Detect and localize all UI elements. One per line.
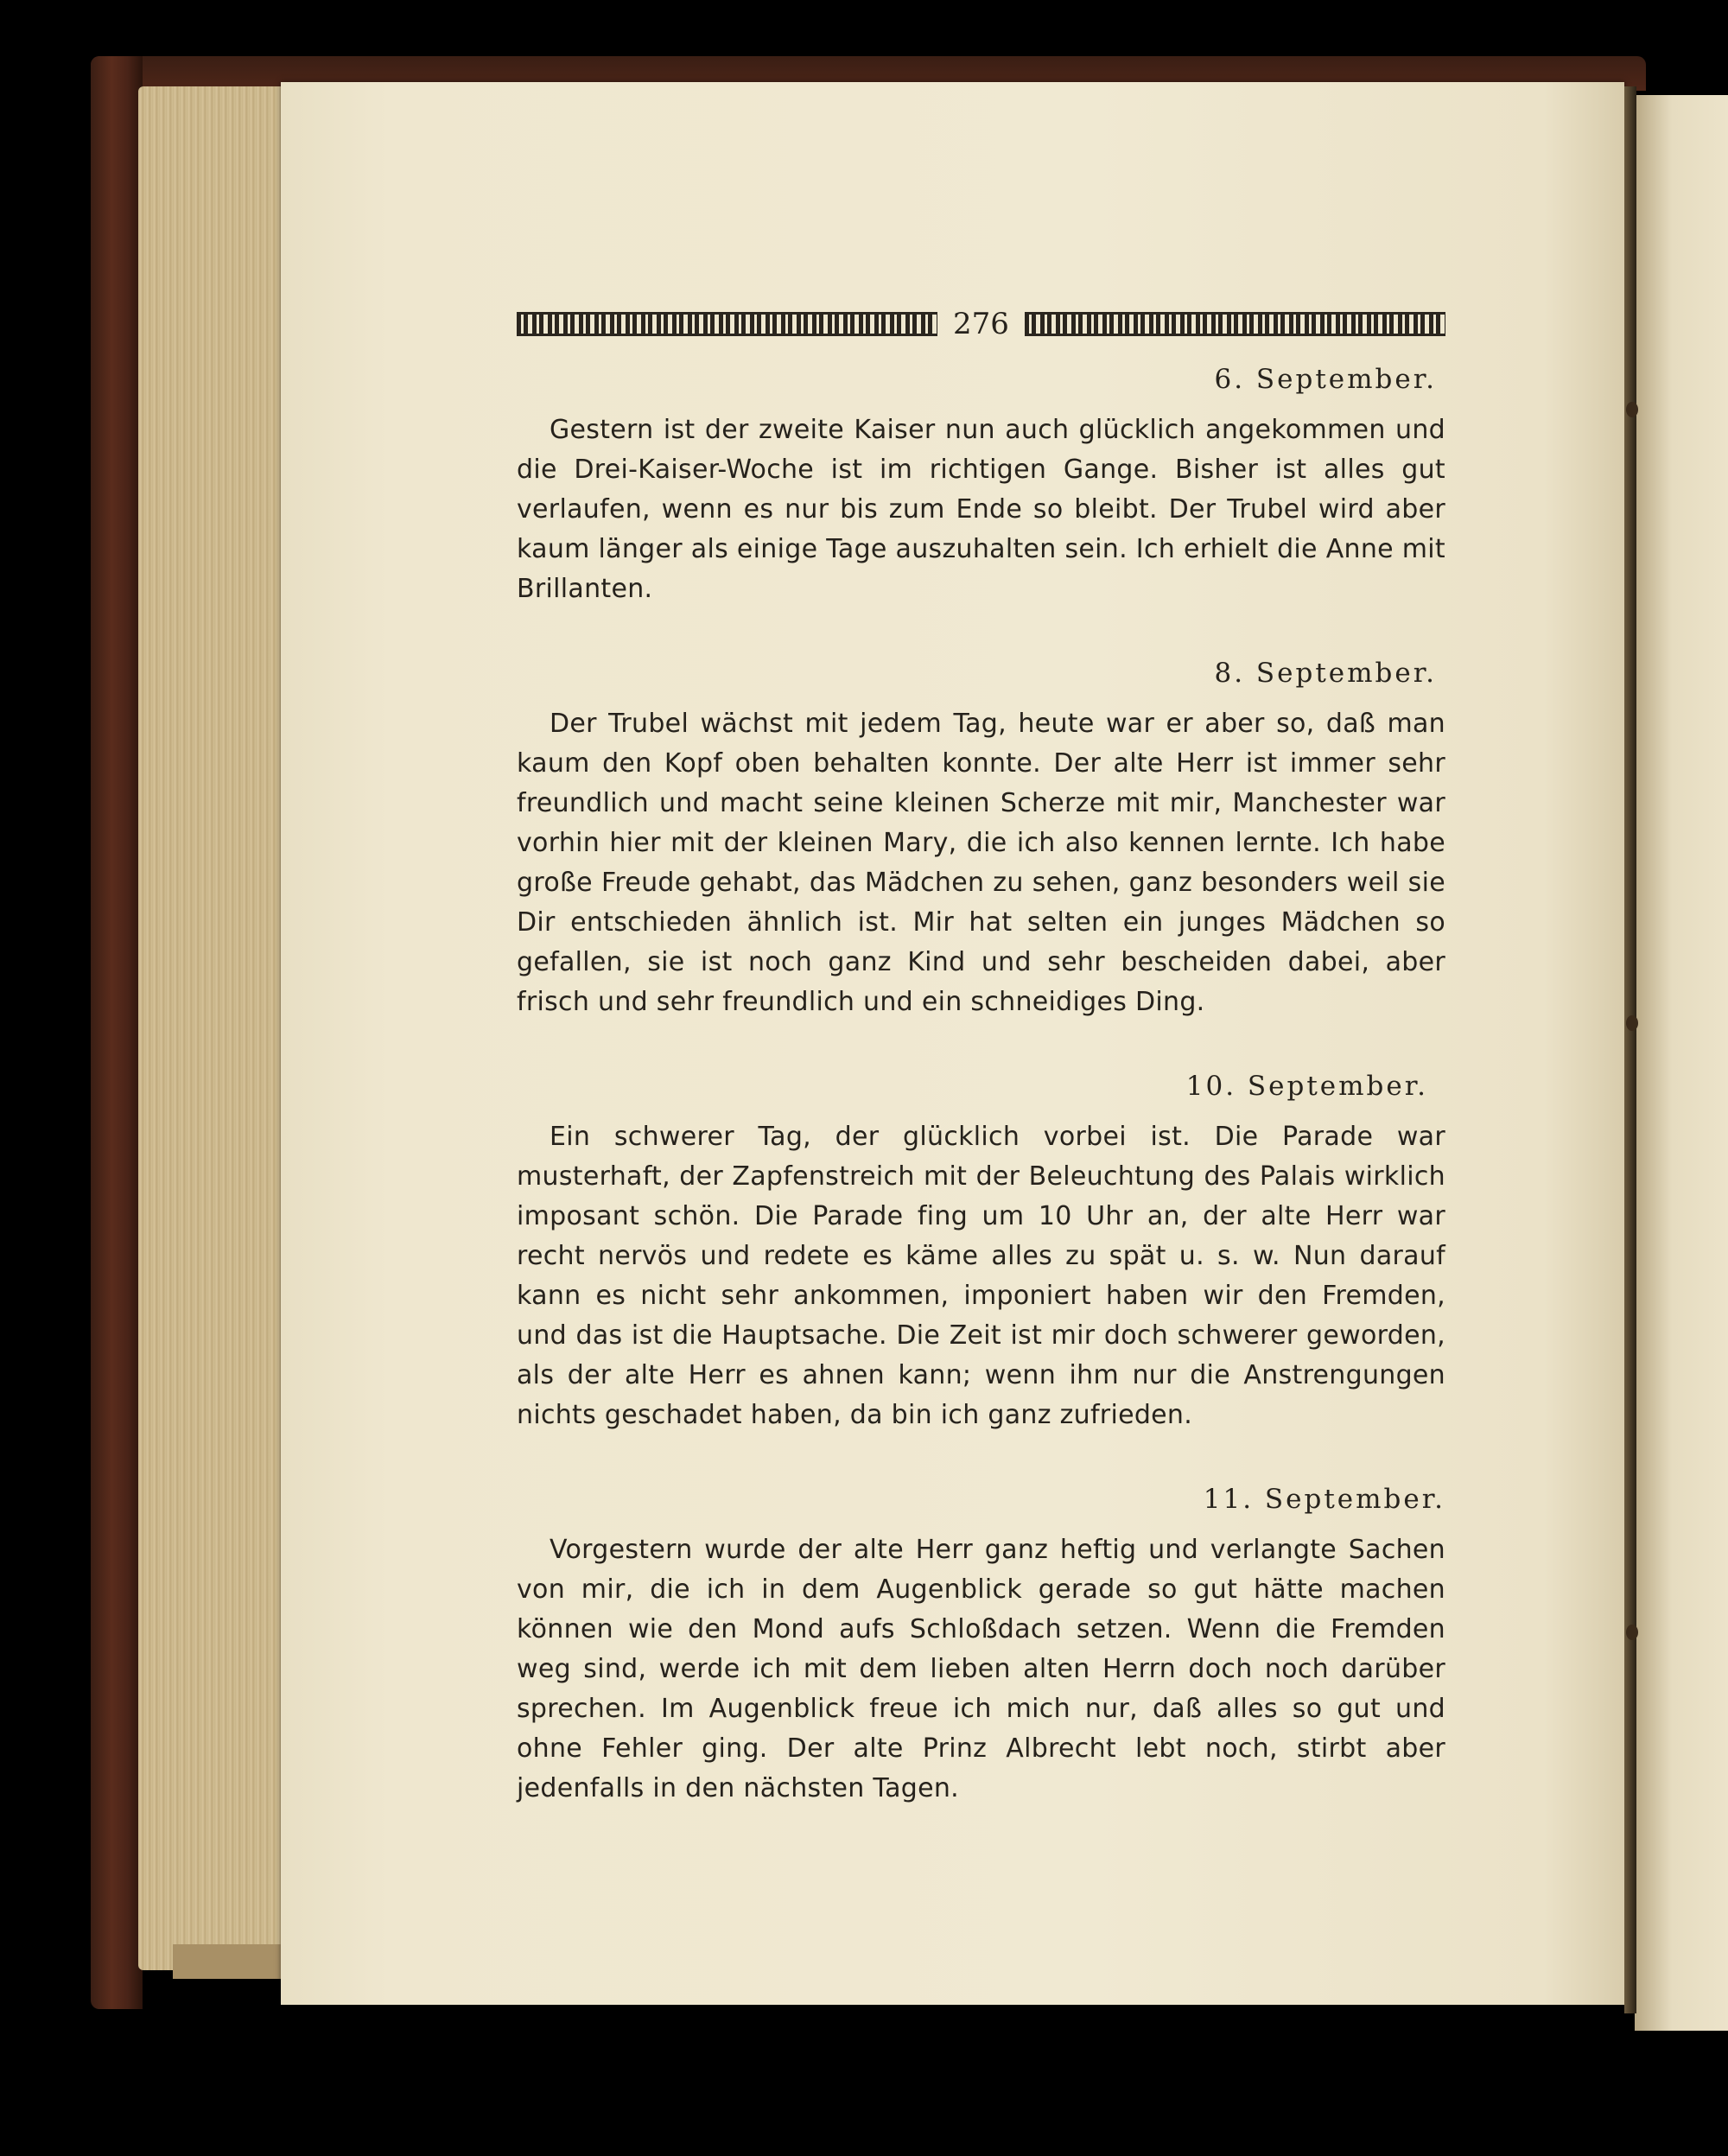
header-ornament-left <box>517 312 937 336</box>
book-gutter <box>1624 86 1636 2013</box>
entry-text: Gestern ist der zweite Kaiser nun auch glücklich angekommen und die Drei-Kaiser-Woche ist im richtigen Gange. Bisher ist alles gut verlaufen, wenn es nur bis zum Ende so bleibt. Der Trubel wird aber kaum länger als einige Tage auszuhalten sein. Ich erhielt die Anne mit Brillanten. <box>517 415 1445 604</box>
entry-date: 8. September. <box>1214 658 1437 689</box>
binding-stitch <box>1626 1015 1638 1031</box>
entry-date: 11. September. <box>1203 1484 1445 1515</box>
page-stack <box>138 86 285 1970</box>
entry-text: Ein schwerer Tag, der glücklich vorbei ist. Die Parade war musterhaft, der Zapfenstreich mit der Beleuchtung des Palais wirklich imposant schön. Die Parade fing um 10 Uhr an, der alte Herr war recht nervös und redete es käme alles zu spät u. s. w. Nun darauf kann es nicht sehr ankommen, imponiert haben wir den Fremden, und das ist die Hauptsache. Die Zeit ist mir doch schwerer geworden, als der alte Herr es ahnen kann; wenn ihm nur die Anstrengungen nichts geschadet haben, da bin ich ganz zufrieden. <box>517 1122 1445 1430</box>
entry-date: 10. September. <box>1185 1071 1428 1102</box>
facing-page <box>1635 95 1728 2031</box>
entry-date: 6. September. <box>1214 364 1437 395</box>
entry-text: Der Trubel wächst mit jedem Tag, heute war er aber so, daß man kaum den Kopf oben behalten konnte. Der alte Herr ist immer sehr freundlich und macht seine kleinen Scherze mit mir, Manchester war vorhin hier mit der kleinen Mary, die ich also kennen lernte. Ich habe große Freude gehabt, das Mädchen zu sehen, ganz besonders weil sie Dir entschieden ähnlich ist. Mir hat selten ein junges Mädchen so gefallen, sie ist noch ganz Kind und sehr bescheiden dabei, aber frisch und sehr freundlich und ein schneidiges Ding. <box>517 709 1445 1017</box>
page-stack-bottom <box>173 1944 294 1979</box>
page-content <box>517 298 1445 1809</box>
page-header <box>517 298 1445 350</box>
entry-text: Vorgestern wurde der alte Herr ganz heftig und verlangte Sachen von mir, die ich in dem Augenblick gerade so gut hätte machen können wie den Mond aufs Schloßdach setzen. Wenn die Fremden weg sind, werde ich mit dem lieben alten Herrn doch noch darüber sprechen. Im Augenblick freue ich mich nur, daß alles so gut und ohne Fehler ging. Der alte Prinz Albrecht lebt noch, stirbt aber jedenfalls in den nächsten Tagen. <box>517 1535 1445 1803</box>
header-ornament-right <box>1025 312 1445 336</box>
binding-stitch <box>1626 1625 1638 1640</box>
book-cover-edge <box>91 56 143 2009</box>
page-number: 276 <box>953 307 1009 341</box>
binding-stitch <box>1626 402 1638 417</box>
